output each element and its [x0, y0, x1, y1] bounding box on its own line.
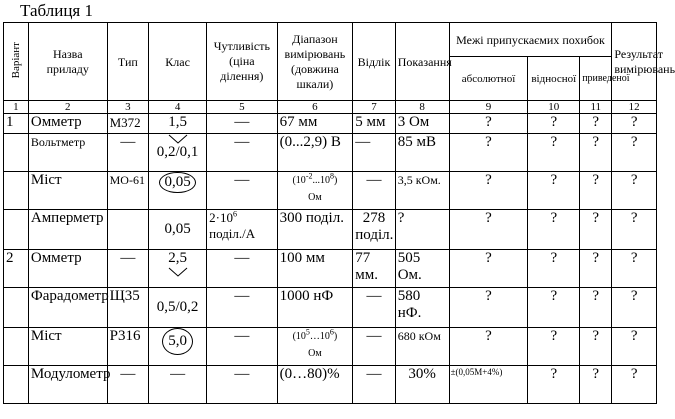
cell-variant: 1	[4, 114, 29, 134]
cell-device: Амперметр	[28, 210, 107, 250]
cell-class: 0,2/0,1	[149, 134, 207, 172]
cell-indication: 85 мВ	[395, 134, 449, 172]
column-numbers-row	[4, 101, 657, 114]
table-row	[4, 366, 657, 404]
cell-indication: 680 кОм	[395, 328, 449, 366]
cell-absolute: ±(0,05М+4%)	[449, 366, 528, 404]
cell-result: ?	[612, 134, 657, 172]
cell-absolute: ?	[449, 210, 528, 250]
cell-class: 0,05	[149, 210, 207, 250]
table-row	[4, 134, 657, 172]
cell-device: Фарадометр	[28, 288, 107, 328]
cell-range: $(10^{-2}...10^8)$ Ом	[277, 172, 353, 210]
header-error-limits: Межі припускаємих похибок	[449, 23, 612, 57]
cell-indication: 3,5 кОм.	[395, 172, 449, 210]
cell-relative: ?	[528, 134, 580, 172]
cell-indication: 3 Ом	[395, 114, 449, 134]
table-row	[4, 210, 657, 250]
header-result: Результат вимірювань	[612, 23, 657, 101]
cell-absolute: ?	[449, 134, 528, 172]
header-device: Назва приладу	[28, 23, 107, 101]
cell-device: Вольтметр	[28, 134, 107, 172]
cell-class: —	[149, 366, 207, 404]
cell-reading: —	[353, 134, 395, 172]
cell-range: $(10^5\dots 10^6)$ Ом	[277, 328, 353, 366]
cell-device: Омметр	[28, 114, 107, 134]
col-num: 11	[580, 101, 612, 114]
cell-range: 1000 нФ	[277, 288, 353, 328]
cell-reading: 278 поділ.	[353, 210, 395, 250]
table-row	[4, 288, 657, 328]
cell-range: 100 мм	[277, 250, 353, 288]
cell-sensitivity: $2\cdot 10^6$ поділ./А	[207, 210, 277, 250]
cell-result: ?	[612, 328, 657, 366]
cell-relative: ?	[528, 172, 580, 210]
cell-variant	[4, 134, 29, 172]
cell-type: —	[107, 134, 148, 172]
cell-device: Міст	[28, 328, 107, 366]
col-num: 10	[528, 101, 580, 114]
cell-range: 300 поділ.	[277, 210, 353, 250]
cell-reduced: ?	[580, 114, 612, 134]
header-relative: відносної	[528, 57, 580, 101]
cell-absolute: ?	[449, 114, 528, 134]
cell-type	[107, 210, 148, 250]
table-row	[4, 250, 657, 288]
cell-class: 0,5/0,2	[149, 288, 207, 328]
cell-relative: ?	[528, 366, 580, 404]
cell-variant	[4, 366, 29, 404]
cell-sensitivity: —	[207, 114, 277, 134]
cell-result: ?	[612, 288, 657, 328]
header-range: Діапазон вимірювань (довжина шкали)	[277, 23, 353, 101]
cell-result: ?	[612, 114, 657, 134]
cell-reading: —	[353, 328, 395, 366]
cell-result: ?	[612, 250, 657, 288]
cell-variant: 2	[4, 250, 29, 288]
cell-reduced: ?	[580, 134, 612, 172]
header-variant: Варіант	[4, 23, 29, 101]
header-type: Тип	[107, 23, 148, 101]
cell-relative: ?	[528, 328, 580, 366]
cell-reduced: ?	[580, 366, 612, 404]
header-indication: Показання	[395, 23, 449, 101]
header-absolute: абсолютної	[449, 57, 528, 101]
col-num: 5	[207, 101, 277, 114]
cell-relative: ?	[528, 210, 580, 250]
header-reading: Відлік	[353, 23, 395, 101]
cell-sensitivity: —	[207, 134, 277, 172]
cell-sensitivity: —	[207, 288, 277, 328]
cell-reduced: ?	[580, 210, 612, 250]
cell-device: Міст	[28, 172, 107, 210]
class-circle: 5,0	[162, 328, 193, 355]
col-num: 1	[4, 101, 29, 114]
cell-reading: 77 мм.	[353, 250, 395, 288]
cell-reduced: ?	[580, 328, 612, 366]
class-circle: 0,05	[159, 172, 195, 193]
table-row	[4, 172, 657, 210]
header-reduced: приведеної	[580, 57, 612, 101]
cell-reduced: ?	[580, 288, 612, 328]
cell-type: Щ35	[107, 288, 148, 328]
cell-variant	[4, 210, 29, 250]
table-row	[4, 114, 657, 134]
cell-relative: ?	[528, 288, 580, 328]
cell-relative: ?	[528, 250, 580, 288]
cell-device: Модулометр	[28, 366, 107, 404]
cell-result: ?	[612, 366, 657, 404]
table-caption: Таблиця 1	[20, 1, 93, 20]
cell-sensitivity: —	[207, 328, 277, 366]
measurement-table	[3, 22, 675, 404]
cell-sensitivity: —	[207, 172, 277, 210]
class-marker-chevron-icon	[167, 267, 189, 277]
col-num: 2	[28, 101, 107, 114]
cell-class	[149, 172, 207, 210]
header-class: Клас	[149, 23, 207, 101]
cell-class	[149, 328, 207, 366]
cell-absolute: ?	[449, 328, 528, 366]
cell-range: (0...2,9) В	[277, 134, 353, 172]
cell-indication: 505 Ом.	[395, 250, 449, 288]
col-num: 8	[395, 101, 449, 114]
class-marker-chevron-icon	[167, 134, 189, 144]
cell-reading: —	[353, 172, 395, 210]
cell-reading: —	[353, 366, 395, 404]
cell-variant	[4, 328, 29, 366]
cell-variant	[4, 172, 29, 210]
cell-reduced: ?	[580, 172, 612, 210]
cell-result: ?	[612, 210, 657, 250]
cell-class: 1,5	[149, 114, 207, 134]
cell-reduced: ?	[580, 250, 612, 288]
cell-absolute: ?	[449, 172, 528, 210]
cell-device: Омметр	[28, 250, 107, 288]
cell-reading: 5 мм	[353, 114, 395, 134]
cell-range: 67 мм	[277, 114, 353, 134]
col-num: 6	[277, 101, 353, 114]
cell-class: 2,5	[149, 250, 207, 288]
cell-type: Р316	[107, 328, 148, 366]
cell-type: —	[107, 366, 148, 404]
cell-indication: 580 нФ.	[395, 288, 449, 328]
cell-sensitivity: —	[207, 250, 277, 288]
cell-reading: —	[353, 288, 395, 328]
col-num: 3	[107, 101, 148, 114]
col-num: 9	[449, 101, 528, 114]
cell-absolute: ?	[449, 250, 528, 288]
col-num: 4	[149, 101, 207, 114]
cell-indication: ?	[395, 210, 449, 250]
cell-type: МО-61	[107, 172, 148, 210]
table-row	[4, 328, 657, 366]
cell-indication: 30%	[395, 366, 449, 404]
cell-type: —	[107, 250, 148, 288]
cell-absolute: ?	[449, 288, 528, 328]
cell-range: (0…80)%	[277, 366, 353, 404]
cell-relative: ?	[528, 114, 580, 134]
cell-variant	[4, 288, 29, 328]
cell-type: М372	[107, 114, 148, 134]
col-num: 7	[353, 101, 395, 114]
cell-result: ?	[612, 172, 657, 210]
cell-sensitivity: —	[207, 366, 277, 404]
col-num: 12	[612, 101, 657, 114]
header-sensitivity: Чутливість (ціна ділення)	[207, 23, 277, 101]
